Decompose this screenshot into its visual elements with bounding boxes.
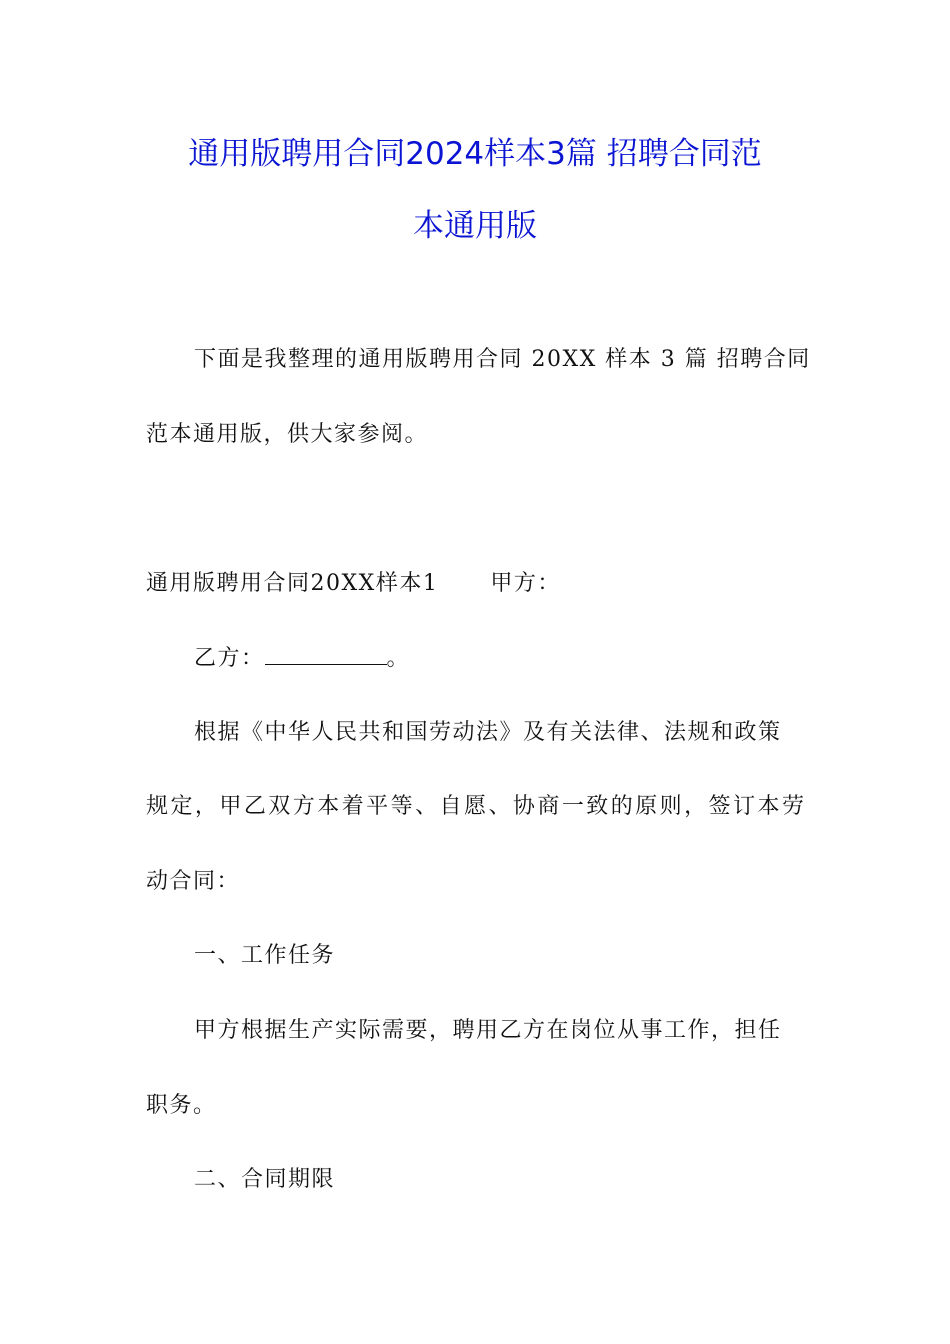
party-a-label: 甲方： bbox=[490, 571, 561, 596]
sample-heading-line bbox=[146, 569, 561, 599]
section-heading-1: 一、工作任务 bbox=[194, 943, 336, 968]
intro-paragraph-line-2: 范本通用版，供大家参阅。 bbox=[146, 422, 429, 447]
party-b-blank bbox=[265, 644, 387, 665]
section-heading-2: 二、合同期限 bbox=[194, 1167, 336, 1192]
basis-paragraph-line-3: 动合同： bbox=[146, 869, 241, 894]
intro-paragraph-line-1: 下面是我整理的通用版聘用合同 20XX 样本 3 篇 招聘合同 bbox=[194, 347, 811, 372]
sample-heading: 通用版聘用合同20XX样本1 bbox=[146, 571, 439, 596]
document-title-line-2: 本通用版 bbox=[413, 208, 537, 244]
basis-paragraph-line-2: 规定，甲乙双方本着平等、自愿、协商一致的原则，签订本劳 bbox=[146, 794, 804, 819]
task-paragraph-line-1: 甲方根据生产实际需要，聘用乙方在岗位从事工作，担任 bbox=[194, 1018, 782, 1043]
party-b-end: 。 bbox=[386, 646, 411, 671]
task-paragraph-line-2: 职务。 bbox=[146, 1093, 217, 1118]
document-title-line-1: 通用版聘用合同2024样本3篇 招聘合同范 bbox=[188, 136, 762, 172]
party-b-line bbox=[194, 644, 410, 674]
basis-paragraph-line-1: 根据《中华人民共和国劳动法》及有关法律、法规和政策 bbox=[194, 720, 782, 745]
party-b-label: 乙方： bbox=[194, 646, 265, 671]
